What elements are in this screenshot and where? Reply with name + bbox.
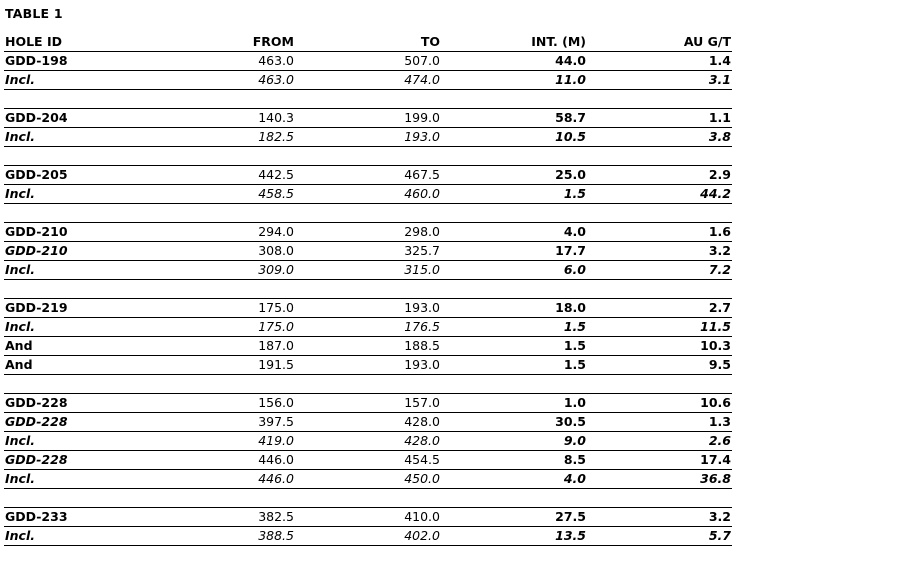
cell-to: 298.0 <box>295 223 441 242</box>
cell-to: 410.0 <box>295 508 441 527</box>
cell-hole-id: Incl. <box>4 71 149 90</box>
cell-hole-id: GDD-233 <box>4 508 149 527</box>
cell-hole-id: GDD-228 <box>4 451 149 470</box>
cell-interval: 13.5 <box>441 527 587 546</box>
col-header-to: TO <box>295 33 441 52</box>
table-row <box>4 413 732 432</box>
cell-interval: 1.0 <box>441 394 587 413</box>
table-row <box>4 337 732 356</box>
cell-hole-id: Incl. <box>4 318 149 337</box>
cell-hole-id: And <box>4 337 149 356</box>
separator-cell <box>4 204 149 223</box>
separator-cell <box>441 489 587 508</box>
cell-from: 382.5 <box>149 508 295 527</box>
cell-from: 308.0 <box>149 242 295 261</box>
cell-au-grade: 3.1 <box>587 71 732 90</box>
group-separator <box>4 280 732 299</box>
cell-interval: 44.0 <box>441 52 587 71</box>
separator-cell <box>149 204 295 223</box>
cell-interval: 1.5 <box>441 356 587 375</box>
cell-to: 193.0 <box>295 299 441 318</box>
table-row <box>4 223 732 242</box>
separator-cell <box>295 375 441 394</box>
cell-from: 442.5 <box>149 166 295 185</box>
cell-au-grade: 36.8 <box>587 470 732 489</box>
cell-au-grade: 3.2 <box>587 242 732 261</box>
group-separator <box>4 489 732 508</box>
cell-hole-id: Incl. <box>4 128 149 147</box>
separator-cell <box>295 280 441 299</box>
col-header-from: FROM <box>149 33 295 52</box>
separator-cell <box>4 147 149 166</box>
cell-to: 199.0 <box>295 109 441 128</box>
cell-au-grade: 2.9 <box>587 166 732 185</box>
cell-to: 157.0 <box>295 394 441 413</box>
cell-from: 463.0 <box>149 71 295 90</box>
table-title: TABLE 1 <box>5 6 63 21</box>
cell-to: 315.0 <box>295 261 441 280</box>
cell-interval: 1.5 <box>441 318 587 337</box>
cell-from: 156.0 <box>149 394 295 413</box>
cell-hole-id: Incl. <box>4 185 149 204</box>
cell-hole-id: Incl. <box>4 432 149 451</box>
cell-au-grade: 1.6 <box>587 223 732 242</box>
cell-au-grade: 10.6 <box>587 394 732 413</box>
group-separator <box>4 204 732 223</box>
table-row <box>4 356 732 375</box>
col-header-hole-id: HOLE ID <box>4 33 149 52</box>
cell-au-grade: 1.4 <box>587 52 732 71</box>
cell-from: 446.0 <box>149 470 295 489</box>
table-row <box>4 242 732 261</box>
table-row <box>4 109 732 128</box>
cell-interval: 8.5 <box>441 451 587 470</box>
cell-to: 450.0 <box>295 470 441 489</box>
table-row <box>4 451 732 470</box>
table-row <box>4 261 732 280</box>
cell-from: 397.5 <box>149 413 295 432</box>
separator-cell <box>587 90 732 109</box>
separator-cell <box>149 90 295 109</box>
separator-cell <box>4 280 149 299</box>
cell-hole-id: GDD-228 <box>4 394 149 413</box>
table-row <box>4 318 732 337</box>
cell-from: 294.0 <box>149 223 295 242</box>
cell-to: 467.5 <box>295 166 441 185</box>
cell-interval: 17.7 <box>441 242 587 261</box>
cell-from: 182.5 <box>149 128 295 147</box>
table-body <box>4 52 732 546</box>
separator-cell <box>587 489 732 508</box>
table-row <box>4 71 732 90</box>
col-header-interval: INT. (M) <box>441 33 587 52</box>
cell-interval: 6.0 <box>441 261 587 280</box>
cell-to: 454.5 <box>295 451 441 470</box>
cell-to: 188.5 <box>295 337 441 356</box>
cell-from: 419.0 <box>149 432 295 451</box>
cell-from: 446.0 <box>149 451 295 470</box>
cell-hole-id: GDD-205 <box>4 166 149 185</box>
cell-au-grade: 44.2 <box>587 185 732 204</box>
table-row <box>4 470 732 489</box>
table-row <box>4 299 732 318</box>
separator-cell <box>587 375 732 394</box>
cell-from: 388.5 <box>149 527 295 546</box>
cell-from: 140.3 <box>149 109 295 128</box>
table-row <box>4 508 732 527</box>
cell-hole-id: Incl. <box>4 261 149 280</box>
separator-cell <box>4 375 149 394</box>
cell-to: 402.0 <box>295 527 441 546</box>
cell-interval: 27.5 <box>441 508 587 527</box>
separator-cell <box>4 90 149 109</box>
cell-au-grade: 10.3 <box>587 337 732 356</box>
cell-au-grade: 7.2 <box>587 261 732 280</box>
separator-cell <box>4 489 149 508</box>
separator-cell <box>295 489 441 508</box>
cell-au-grade: 1.1 <box>587 109 732 128</box>
cell-au-grade: 9.5 <box>587 356 732 375</box>
table-row <box>4 128 732 147</box>
cell-hole-id: GDD-210 <box>4 223 149 242</box>
cell-interval: 9.0 <box>441 432 587 451</box>
cell-hole-id: GDD-198 <box>4 52 149 71</box>
cell-to: 428.0 <box>295 432 441 451</box>
cell-interval: 1.5 <box>441 185 587 204</box>
separator-cell <box>587 147 732 166</box>
separator-cell <box>441 90 587 109</box>
cell-to: 176.5 <box>295 318 441 337</box>
group-separator <box>4 147 732 166</box>
separator-cell <box>149 489 295 508</box>
group-separator <box>4 90 732 109</box>
cell-au-grade: 2.7 <box>587 299 732 318</box>
cell-au-grade: 5.7 <box>587 527 732 546</box>
cell-hole-id: GDD-210 <box>4 242 149 261</box>
cell-au-grade: 2.6 <box>587 432 732 451</box>
cell-interval: 58.7 <box>441 109 587 128</box>
cell-hole-id: GDD-219 <box>4 299 149 318</box>
separator-cell <box>295 204 441 223</box>
cell-hole-id: Incl. <box>4 527 149 546</box>
cell-au-grade: 17.4 <box>587 451 732 470</box>
cell-hole-id: GDD-228 <box>4 413 149 432</box>
cell-to: 325.7 <box>295 242 441 261</box>
separator-cell <box>441 147 587 166</box>
cell-hole-id: GDD-204 <box>4 109 149 128</box>
cell-to: 507.0 <box>295 52 441 71</box>
cell-au-grade: 11.5 <box>587 318 732 337</box>
cell-from: 175.0 <box>149 318 295 337</box>
cell-au-grade: 3.8 <box>587 128 732 147</box>
cell-to: 460.0 <box>295 185 441 204</box>
cell-hole-id: And <box>4 356 149 375</box>
cell-from: 191.5 <box>149 356 295 375</box>
table-row <box>4 52 732 71</box>
cell-interval: 10.5 <box>441 128 587 147</box>
cell-to: 193.0 <box>295 128 441 147</box>
separator-cell <box>587 204 732 223</box>
separator-cell <box>149 280 295 299</box>
cell-interval: 4.0 <box>441 470 587 489</box>
drill-results-table <box>4 33 732 546</box>
table-row <box>4 394 732 413</box>
separator-cell <box>149 375 295 394</box>
separator-cell <box>149 147 295 166</box>
table-row <box>4 185 732 204</box>
cell-au-grade: 1.3 <box>587 413 732 432</box>
cell-interval: 25.0 <box>441 166 587 185</box>
cell-to: 193.0 <box>295 356 441 375</box>
separator-cell <box>441 204 587 223</box>
cell-to: 474.0 <box>295 71 441 90</box>
cell-hole-id: Incl. <box>4 470 149 489</box>
header-row <box>4 33 732 52</box>
cell-to: 428.0 <box>295 413 441 432</box>
table-row <box>4 527 732 546</box>
table-row <box>4 166 732 185</box>
cell-interval: 4.0 <box>441 223 587 242</box>
separator-cell <box>295 147 441 166</box>
col-header-au-grade: AU G/T <box>587 33 732 52</box>
cell-from: 175.0 <box>149 299 295 318</box>
separator-cell <box>441 280 587 299</box>
cell-from: 187.0 <box>149 337 295 356</box>
separator-cell <box>587 280 732 299</box>
cell-interval: 11.0 <box>441 71 587 90</box>
cell-interval: 30.5 <box>441 413 587 432</box>
group-separator <box>4 375 732 394</box>
separator-cell <box>441 375 587 394</box>
cell-from: 458.5 <box>149 185 295 204</box>
separator-cell <box>295 90 441 109</box>
cell-au-grade: 3.2 <box>587 508 732 527</box>
cell-interval: 18.0 <box>441 299 587 318</box>
cell-from: 463.0 <box>149 52 295 71</box>
table-row <box>4 432 732 451</box>
cell-from: 309.0 <box>149 261 295 280</box>
cell-interval: 1.5 <box>441 337 587 356</box>
